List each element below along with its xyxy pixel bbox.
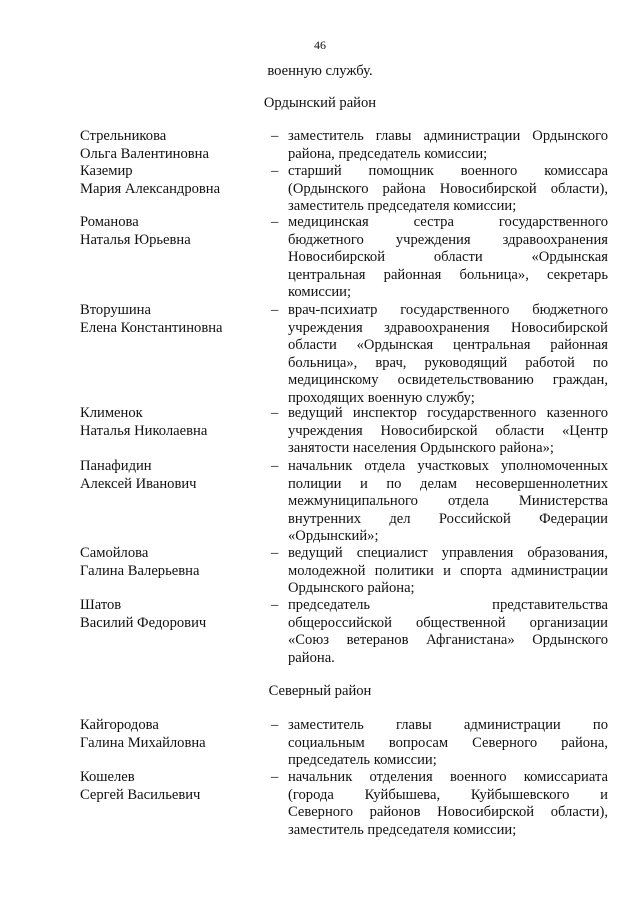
member-given-name: Наталья Юрьевна [80,231,191,248]
role-line: комиссии; [288,284,352,300]
role-line: старший помощник военного комиссара [288,163,608,179]
role-line: центральная районная больница», секретарь [288,266,608,283]
role-line: бюджетного учреждения здравоохранения [288,231,608,248]
member-surname: Вторушина [80,302,151,318]
member-name [80,597,270,632]
member-surname: Самойлова [80,545,149,561]
member-name [80,545,270,580]
member-surname: Стрельникова [80,128,167,144]
member-surname: Кайгородова [80,717,159,733]
role-line: медицинскому освидетельствованию граждан, [288,372,608,388]
role-line: внутренних дел Российской Федерации [288,510,608,527]
role-line: области «Ордынская центральная районная [288,337,608,353]
role-line: заместитель главы администрации Ордынского [288,128,608,144]
role-line: (Ордынского района Новосибирской области), [288,180,608,197]
member-given-name: Наталья Николаевна [80,422,208,439]
role-line: медицинская сестра государственного [288,214,608,230]
role-line: занятости населения Ордынского района»; [288,440,554,456]
member-name [80,302,270,337]
dash: – [271,545,279,561]
member-given-name: Ольга Валентиновна [80,145,209,162]
member-name [80,405,270,440]
role-line: общероссийской общественной организации [288,614,608,631]
role-line: полиции и по делам несовершеннолетних [288,475,608,492]
page-number: 46 [314,38,326,52]
role-line: проходящих военную службу; [288,389,475,406]
member-given-name: Мария Александровна [80,180,221,197]
role-line: врач-психиатр государственного бюджетного [288,302,608,318]
member-surname: Панафидин [80,458,152,474]
member-given-name: Василий Федорович [80,614,207,631]
member-name [80,128,270,163]
role-line: Северного районов Новосибирской области), [288,804,608,820]
role-line: (города Куйбышева, Куйбышевского и [288,786,608,803]
dash: – [271,458,279,474]
role-line: Новосибирской области «Ордынская [288,249,608,265]
dash: – [271,405,279,421]
member-role [288,405,608,458]
member-name [80,458,270,493]
member-role [288,214,608,302]
role-line: учреждения здравоохранения Новосибирской [288,319,608,336]
role-line: больница», врач, руководящий работой по [288,354,608,371]
member-role [288,458,608,546]
member-surname: Каземир [80,163,133,179]
member-surname: Кошелев [80,769,135,785]
role-line: молодежной политики и спорта администрации [288,562,608,579]
role-line: «Союз ветеранов Афганистана» Ордынского [288,632,608,648]
member-role [288,769,608,839]
dash: – [271,163,279,179]
member-given-name: Сергей Васильевич [80,786,201,803]
member-given-name: Елена Константиновна [80,319,223,336]
member-given-name: Галина Валерьевна [80,562,200,579]
member-role [288,717,608,770]
member-role [288,163,608,216]
member-surname: Романова [80,214,139,230]
member-surname: Шатов [80,597,122,613]
member-role [288,128,608,163]
member-name [80,214,270,249]
member-role [288,597,608,667]
member-name [80,717,270,752]
role-line: Ордынского района; [288,580,415,596]
role-line: межмуниципального отдела Министерства [288,493,608,509]
member-name [80,769,270,804]
role-line: ведущий инспектор государственного казенного [288,405,608,421]
role-line: председатель представительства [288,597,608,613]
role-line: начальник отдела участковых уполномоченных [288,458,608,474]
role-line: заместитель председателя комиссии; [288,821,517,838]
section-title-severny: Северный район [268,683,372,699]
role-line: начальник отделения военного комиссариата [288,769,608,785]
role-line: председатель комиссии; [288,752,437,768]
member-role [288,545,608,598]
member-role [288,302,608,407]
dash: – [271,769,279,785]
role-line: заместитель председателя комиссии; [288,198,517,214]
dash: – [271,302,279,318]
role-line: «Ордынский»; [288,528,379,544]
member-surname: Клименок [80,405,143,421]
role-line: заместитель главы администрации по [288,717,608,733]
role-line: района, председатель комиссии; [288,145,488,162]
member-given-name: Галина Михайловна [80,734,206,751]
role-line: ведущий специалист управления образования, [288,545,608,561]
member-given-name: Алексей Иванович [80,475,197,492]
role-line: района. [288,649,335,666]
dash: – [271,214,279,230]
dash: – [271,717,279,733]
dash: – [271,128,279,144]
role-line: учреждения Новосибирской области «Центр [288,422,608,439]
continuation-text: военную службу. [267,63,373,79]
section-title-ordynsky: Ордынский район [263,95,377,111]
role-line: социальным вопросам Северного района, [288,734,608,751]
dash: – [271,597,279,613]
member-name [80,163,270,198]
